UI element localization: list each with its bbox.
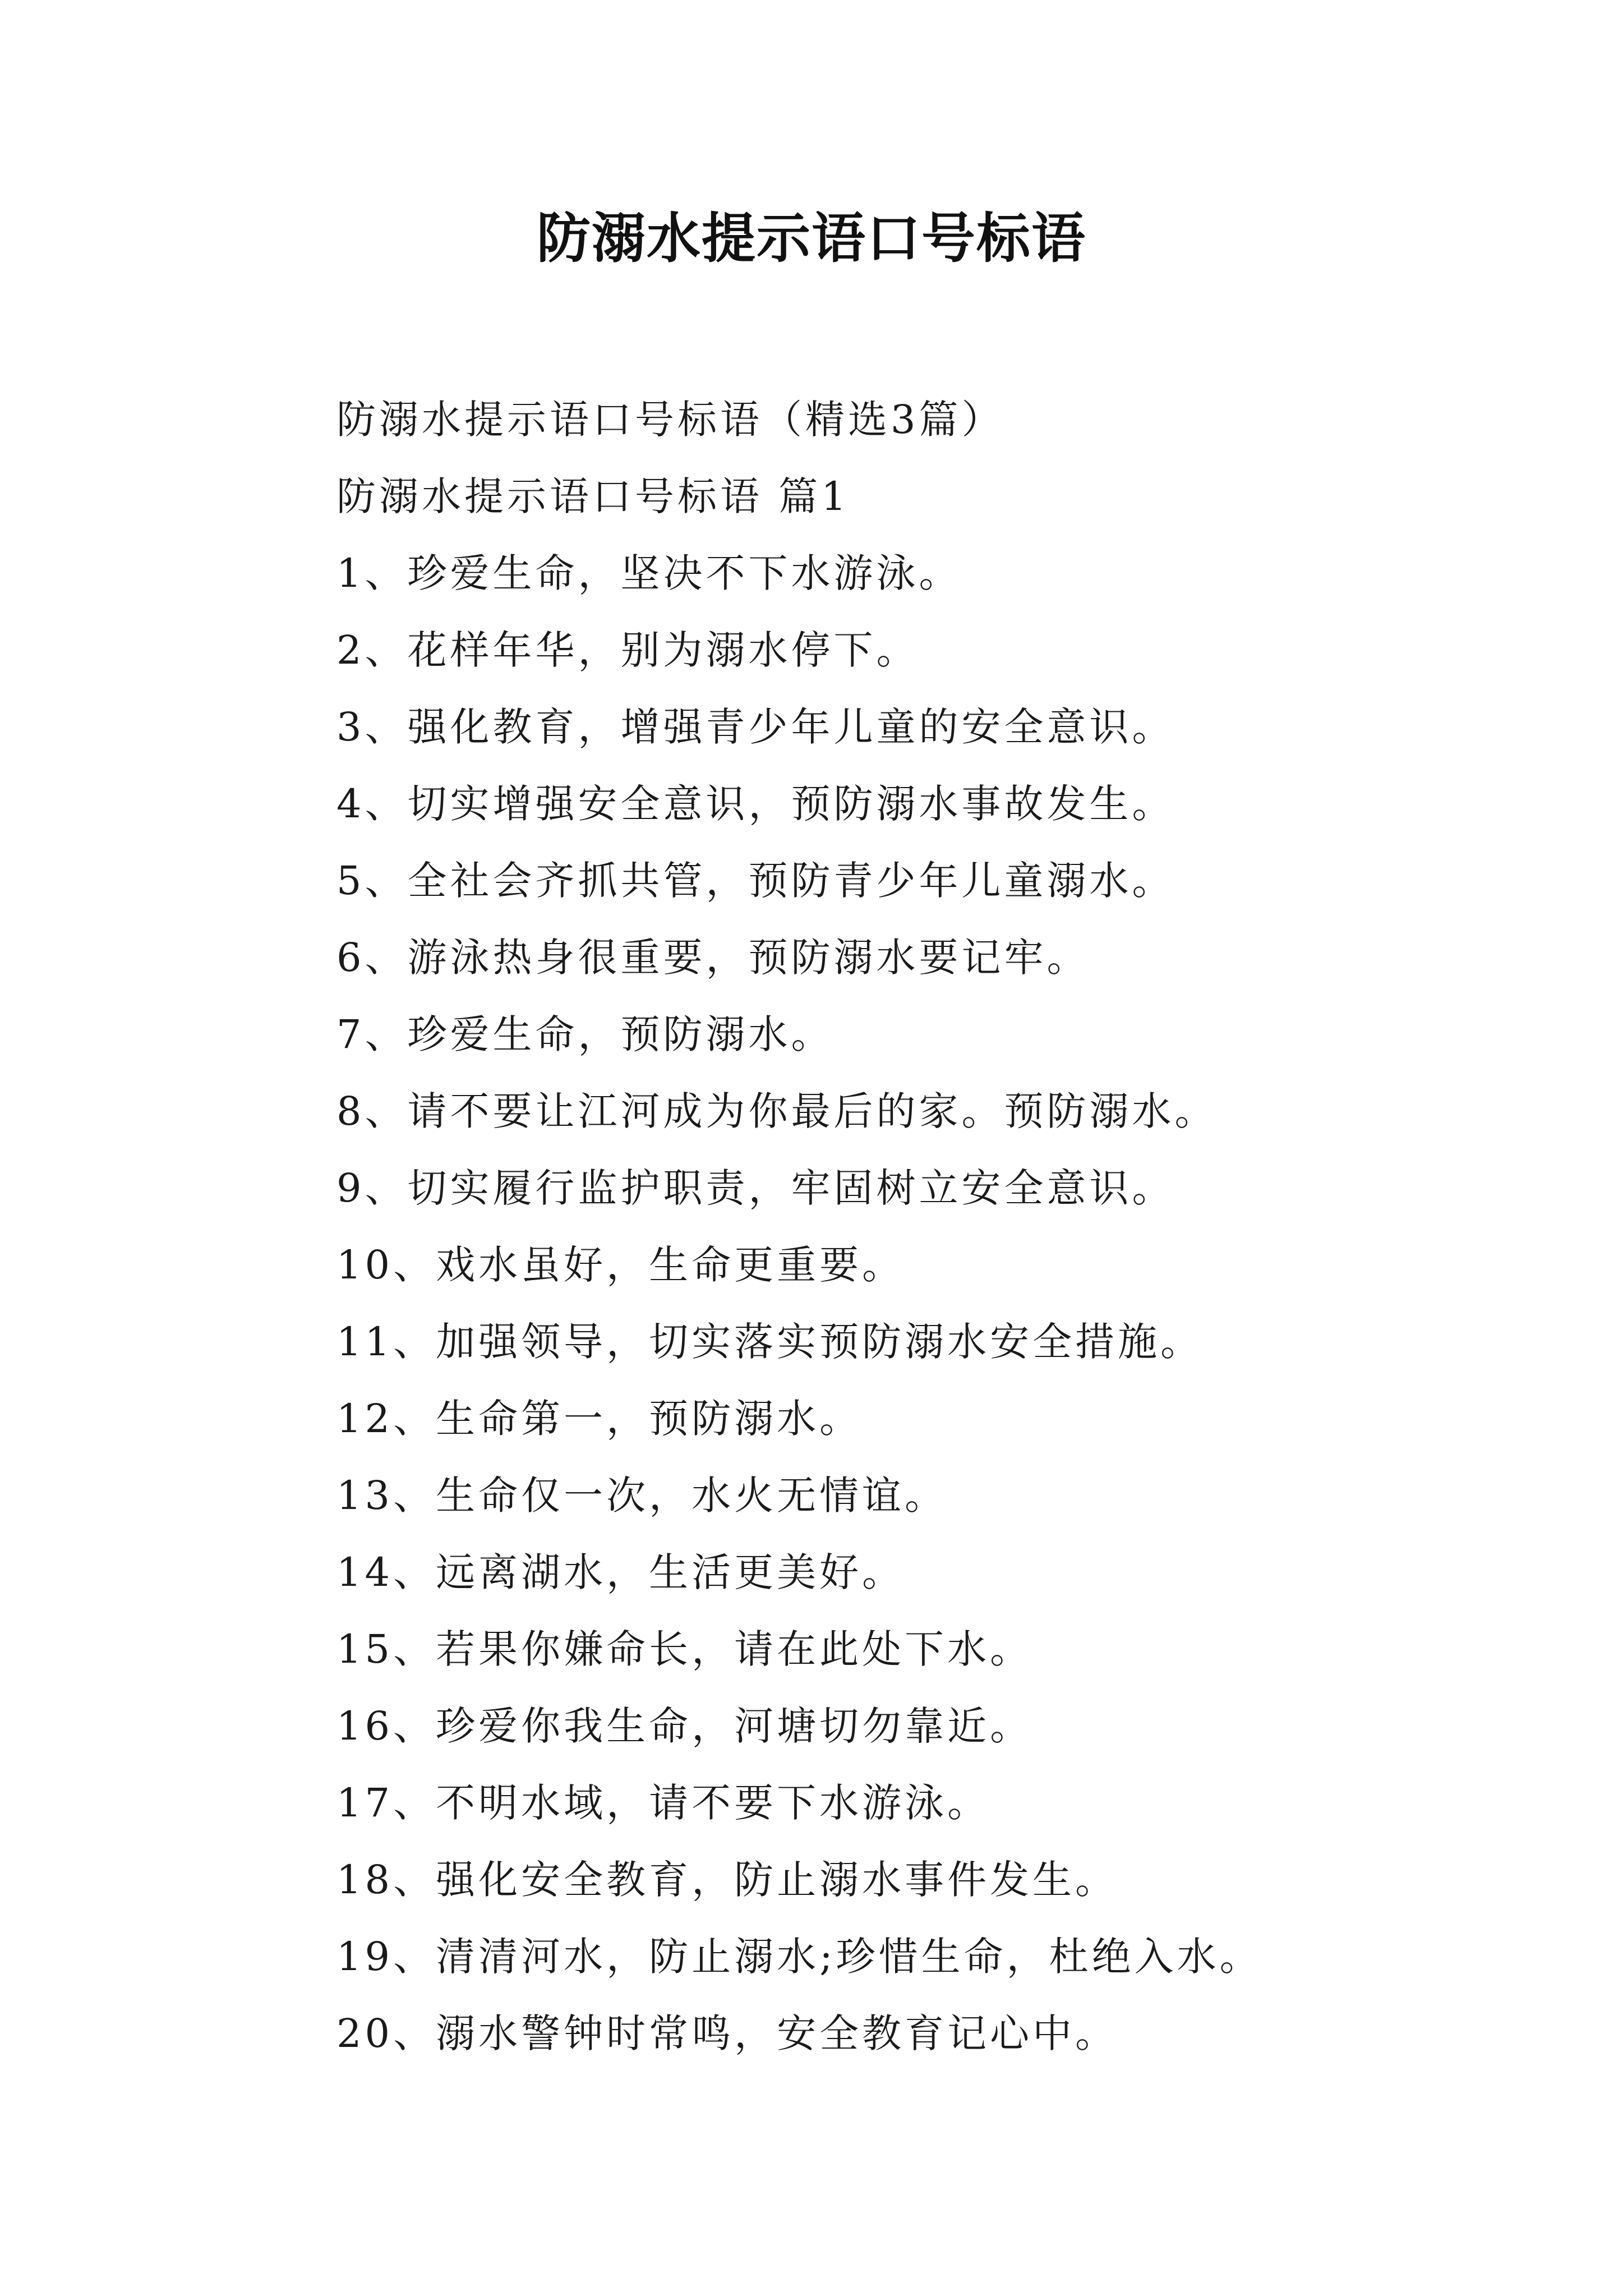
slogan-item: 20、溺水警钟时常鸣，安全教育记心中。 (336, 2010, 1118, 2056)
slogan-item: 2、花样年华，别为溺水停下。 (336, 627, 919, 673)
slogan-list (336, 535, 1542, 2072)
slogan-item: 10、戏水虽好，生命更重要。 (336, 1242, 905, 1288)
slogan-item: 7、珍爱生命，预防溺水。 (336, 1011, 834, 1057)
slogan-item: 9、切实履行监护职责，牢固树立安全意识。 (336, 1165, 1175, 1211)
slogan-item: 15、若果你嫌命长，请在此处下水。 (336, 1626, 1033, 1672)
slogan-item: 16、珍爱你我生命，河塘切勿靠近。 (336, 1703, 1033, 1749)
section-heading: 防溺水提示语口号标语 篇1 (336, 473, 850, 519)
document-title: 防溺水提示语口号标语 (537, 206, 1086, 270)
slogan-item: 12、生命第一，预防溺水。 (336, 1396, 863, 1442)
document-body (336, 381, 1542, 2072)
slogan-item: 4、切实增强安全意识，预防溺水事故发生。 (336, 781, 1175, 827)
slogan-item: 3、强化教育，增强青少年儿童的安全意识。 (336, 704, 1175, 750)
document-subtitle: 防溺水提示语口号标语（精选3篇） (336, 397, 1004, 443)
slogan-item: 14、远离湖水，生活更美好。 (336, 1549, 905, 1595)
slogan-item: 17、不明水域，请不要下水游泳。 (336, 1780, 990, 1826)
slogan-item: 6、游泳热身很重要，预防溺水要记牢。 (336, 935, 1090, 981)
slogan-item: 5、全社会齐抓共管，预防青少年儿童溺水。 (336, 858, 1175, 904)
slogan-item: 13、生命仅一次，水火无情谊。 (336, 1473, 948, 1519)
slogan-item: 11、加强领导，切实落实预防溺水安全措施。 (336, 1319, 1204, 1365)
slogan-item: 19、清清河水，防止溺水;珍惜生命，杜绝入水。 (336, 1934, 1262, 1980)
slogan-item: 18、强化安全教育，防止溺水事件发生。 (336, 1857, 1118, 1903)
slogan-item: 1、珍爱生命，坚决不下水游泳。 (336, 550, 962, 596)
slogan-item: 8、请不要让江河成为你最后的家。预防溺水。 (336, 1088, 1218, 1134)
